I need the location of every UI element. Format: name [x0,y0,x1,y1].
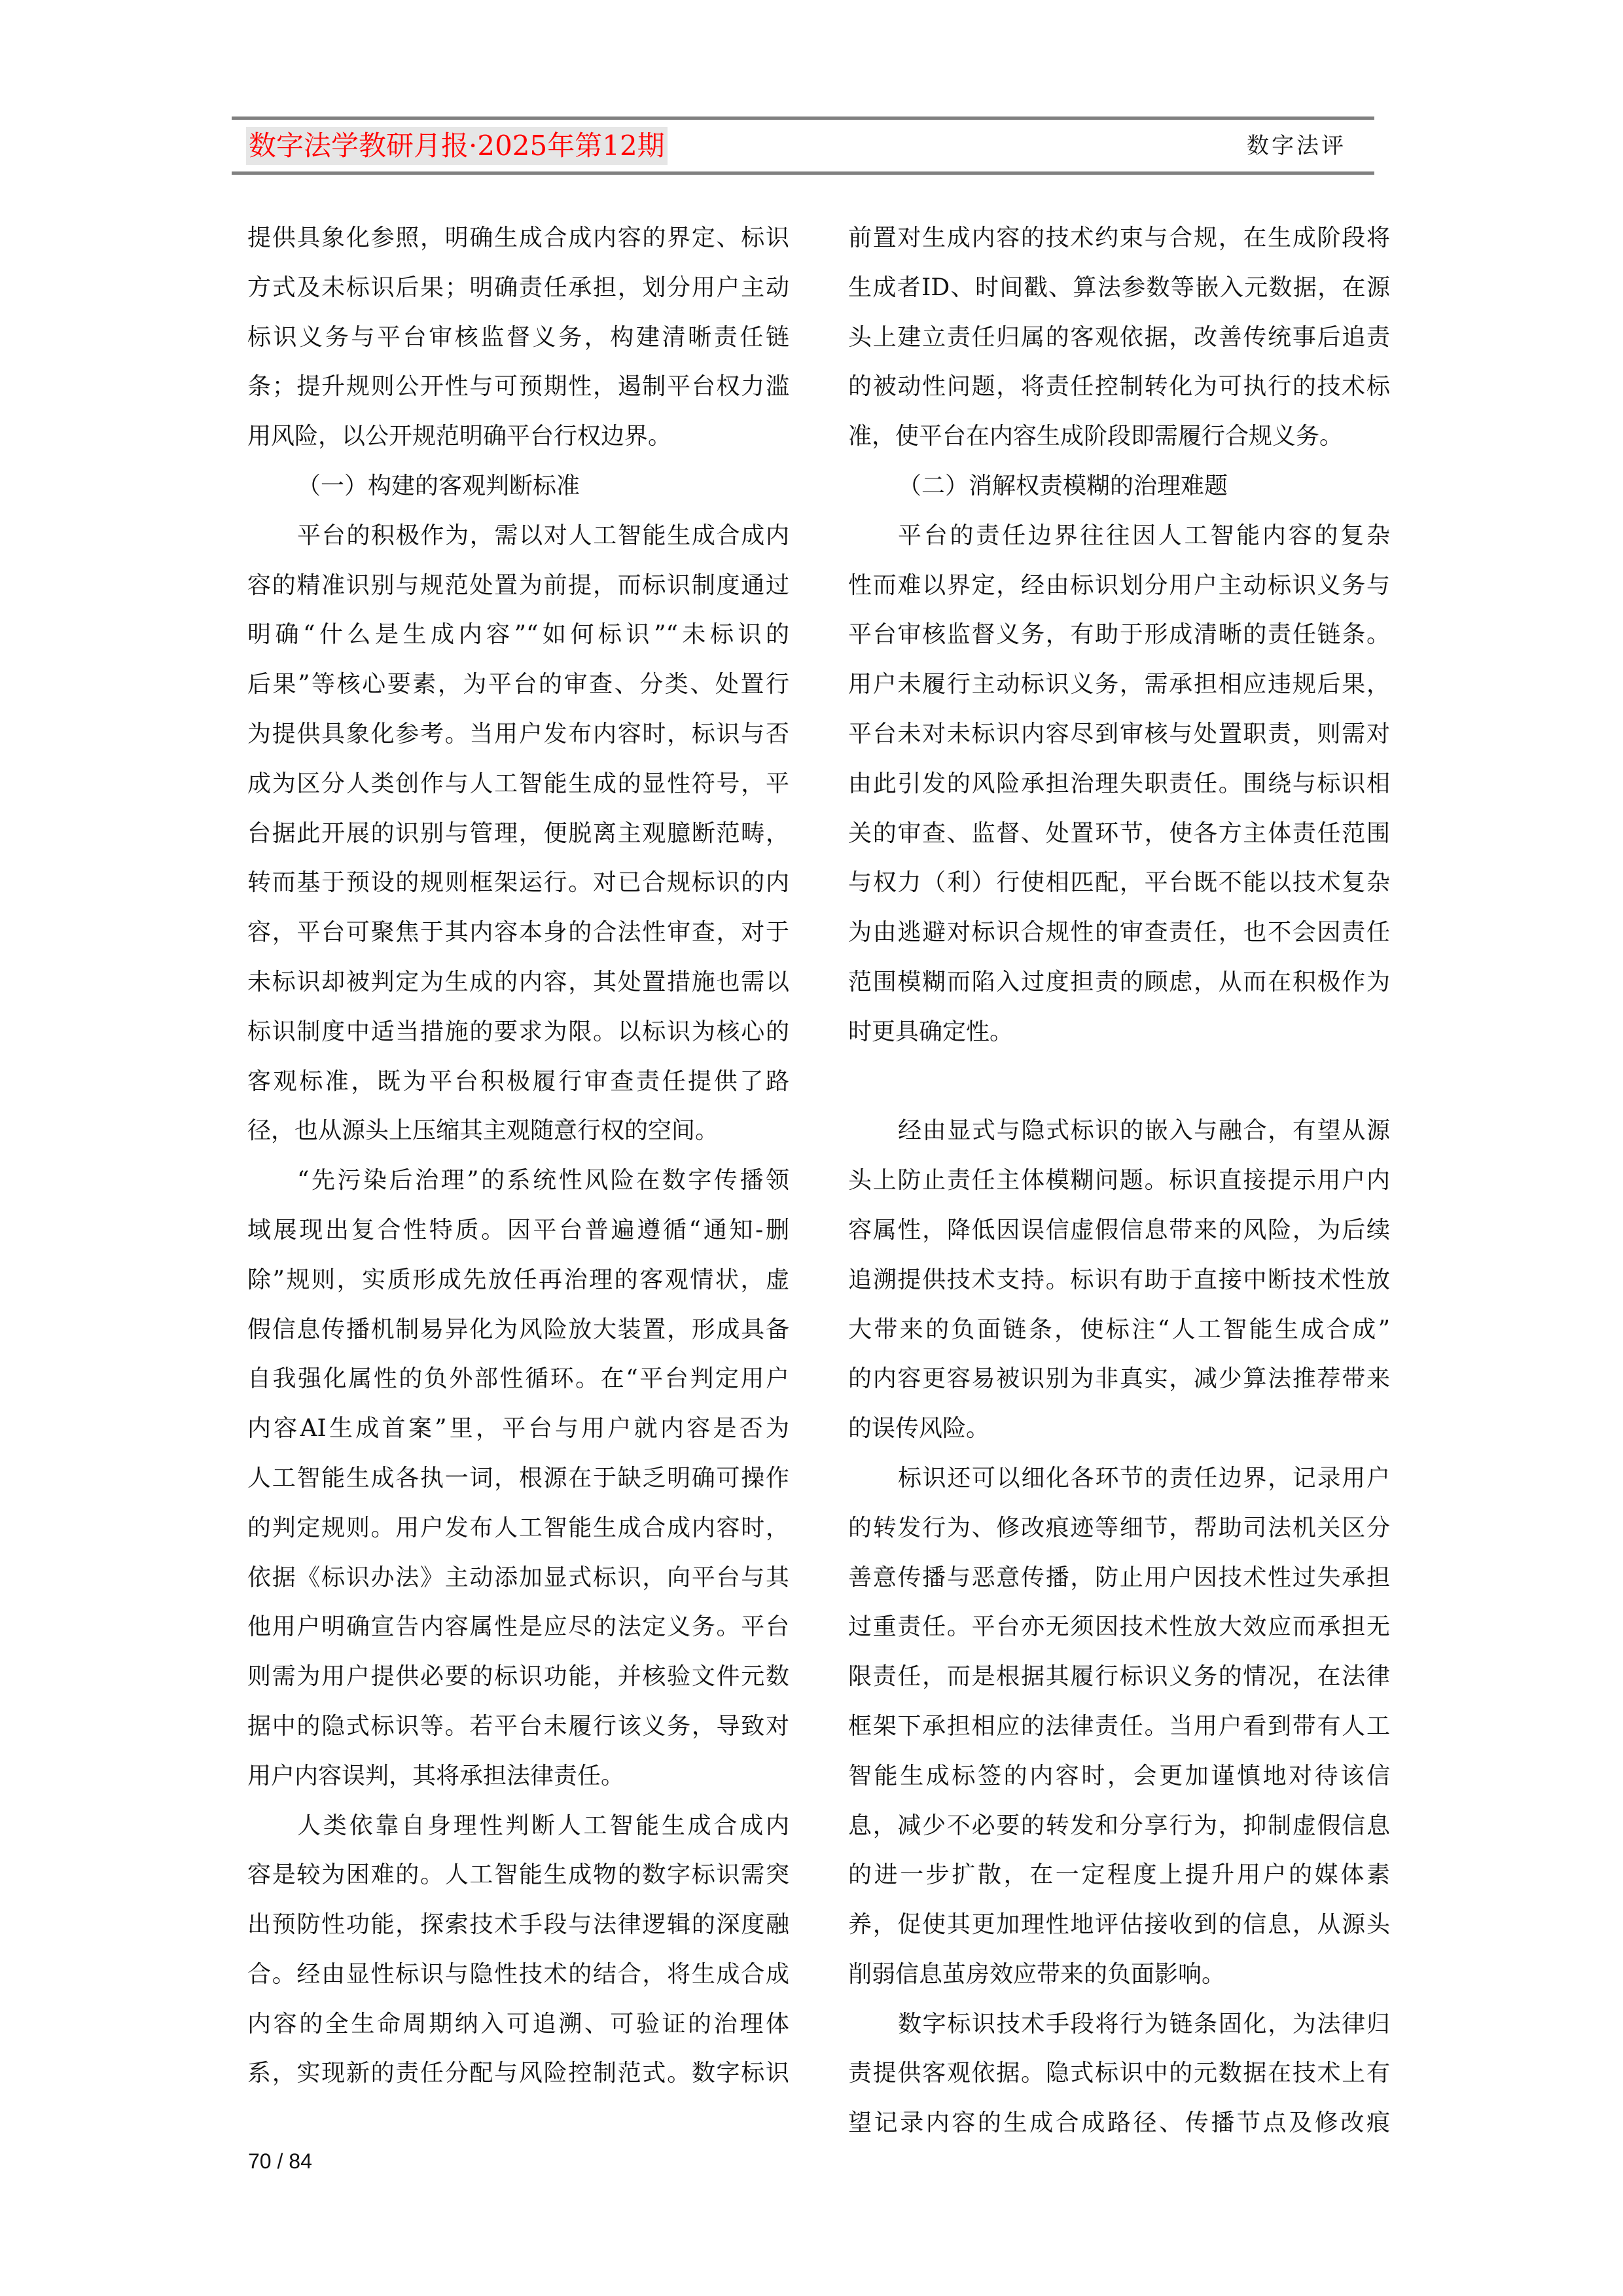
text-line: 的误传风险。 [848,1415,990,1443]
text-line: 提供具象化参照，明确生成合成内容的界定、标识 [247,224,789,251]
text-line: 据中的隐式标识等。若平台未履行该义务，导致对 [247,1712,789,1740]
text-line: 转而基于预设的规则框架运行。对已合规标识的内 [247,869,789,897]
text-line: 数字标识技术手段将行为链条固化，为法律归 [898,2010,1390,2037]
text-line: 用风险，以公开规范明确平台行权边界。 [247,423,672,450]
text-line: 标识制度中适当措施的要求为限。以标识为核心的 [247,1018,789,1045]
text-line: 人工智能生成各执一词，根源在于缺乏明确可操作 [247,1464,789,1492]
text-line: 关的审查、监督、处置环节，使各方主体责任范围 [848,819,1390,847]
text-line: 域展现出复合性特质。因平台普遍遵循“通知-删 [247,1216,789,1244]
text-line: 除”规则，实质形成先放任再治理的客观情状，虚 [247,1266,789,1293]
text-line: 限责任，而是根据其履行标识义务的情况，在法律 [848,1663,1390,1691]
text-line: 时更具确定性。 [848,1018,1014,1045]
text-line: 台据此开展的识别与管理，便脱离主观臆断范畴， [247,819,789,847]
text-line: 容的精准识别与规范处置为前提，而标识制度通过 [247,571,789,599]
text-line: 养，促使其更加理性地评估接收到的信息，从源头 [848,1911,1390,1939]
text-line: 望记录内容的生成合成路径、传播节点及修改痕 [848,2109,1390,2137]
text-line: 内容AI生成首案”里，平台与用户就内容是否为 [247,1415,789,1443]
text-line [848,1057,1390,1107]
section-title: 数字法评 [1247,133,1346,159]
text-line: 范围模糊而陷入过度担责的顾虑，从而在积极作为 [848,968,1390,996]
text-line: 用户未履行主动标识义务，需承担相应违规后果， [848,671,1390,698]
text-line: 头上建立责任归属的客观依据，改善传统事后追责 [848,323,1390,351]
text-line: 后果”等核心要素，为平台的审查、分类、处置行 [247,671,789,698]
text-line: 标识义务与平台审核监督义务，构建清晰责任链 [247,323,789,351]
text-line: 客观标准，既为平台积极履行审查责任提供了路 [247,1067,789,1095]
text-line: 标识还可以细化各环节的责任边界，记录用户 [898,1464,1390,1492]
text-line: 用户内容误判，其将承担法律责任。 [247,1762,625,1789]
text-line: 容属性，降低因误信虚假信息带来的风险，为后续 [848,1216,1390,1244]
text-line: 他用户明确宣告内容属性是应尽的法定义务。平台 [247,1613,789,1641]
text-line: 的进一步扩散，在一定程度上提升用户的媒体素 [848,1861,1390,1889]
text-line: 成为区分人类创作与人工智能生成的显性符号，平 [247,770,789,797]
text-line: 平台审核监督义务，有助于形成清晰的责任链条。 [848,621,1390,649]
text-line: 经由显式与隐式标识的嵌入与融合，有望从源 [898,1117,1390,1145]
text-line: 削弱信息茧房效应带来的负面影响。 [848,1960,1226,1988]
text-line: 方式及未标识后果；明确责任承担，划分用户主动 [247,274,789,301]
text-line: 则需为用户提供必要的标识功能，并核验文件元数 [247,1663,789,1691]
text-line: 过重责任。平台亦无须因技术性放大效应而承担无 [848,1613,1390,1641]
text-line: “先污染后治理”的系统性风险在数字传播领 [297,1167,789,1194]
text-line: 为提供具象化参考。当用户发布内容时，标识与否 [247,720,789,747]
text-line: 出预防性功能，探索技术手段与法律逻辑的深度融 [247,1911,789,1939]
text-line: 前置对生成内容的技术约束与合规，在生成阶段将 [848,224,1390,251]
text-line: 径，也从源头上压缩其主观随意行权的空间。 [247,1117,719,1145]
text-line: 性而难以界定，经由标识划分用户主动标识义务与 [848,571,1390,599]
text-line: 假信息传播机制易异化为风险放大装置，形成具备 [247,1316,789,1343]
left-column [247,213,789,2098]
text-line: 未标识却被判定为生成的内容，其处置措施也需以 [247,968,789,996]
text-line: 智能生成标签的内容时，会更加谨慎地对待该信 [848,1762,1390,1789]
page-number: 70 / 84 [248,2149,312,2173]
text-line: 追溯提供技术支持。标识有助于直接中断技术性放 [848,1266,1390,1293]
text-line: 容是较为困难的。人工智能生成物的数字标识需突 [247,1861,789,1889]
text-line: 系，实现新的责任分配与风险控制范式。数字标识 [247,2060,789,2087]
text-line: 平台的责任边界往往因人工智能内容的复杂 [898,522,1390,549]
text-line: 条；提升规则公开性与可预期性，遏制平台权力滥 [247,373,789,401]
text-line: 的被动性问题，将责任控制转化为可执行的技术标 [848,373,1390,401]
text-line: 容，平台可聚焦于其内容本身的合法性审查，对于 [247,919,789,946]
text-line: 明确“什么是生成内容”“如何标识”“未标识的 [247,621,789,649]
section-heading: （一）构建的客观判断标准 [297,472,580,499]
text-line: 的转发行为、修改痕迹等细节，帮助司法机关区分 [848,1514,1390,1541]
text-line: 大带来的负面链条，使标注“人工智能生成合成” [848,1316,1390,1343]
text-line: 准，使平台在内容生成阶段即需履行合规义务。 [848,423,1344,450]
text-line: 为由逃避对标识合规性的审查责任，也不会因责任 [848,919,1390,946]
header-bottom-rule [232,171,1374,175]
text-line: 内容的全生命周期纳入可追溯、可验证的治理体 [247,2010,789,2037]
text-line: 平台未对未标识内容尽到审核与处置职责，则需对 [848,720,1390,747]
text-line: 的判定规则。用户发布人工智能生成合成内容时， [247,1514,789,1541]
text-line: 人类依靠自身理性判断人工智能生成合成内 [297,1812,789,1839]
text-line: 责提供客观依据。隐式标识中的元数据在技术上有 [848,2060,1390,2087]
section-heading: （二）消解权责模糊的治理难题 [898,472,1228,499]
text-line: 生成者ID、时间戳、算法参数等嵌入元数据，在源 [848,274,1390,301]
text-line: 自我强化属性的负外部性循环。在“平台判定用户 [247,1365,789,1393]
text-line: 由此引发的风险承担治理失职责任。围绕与标识相 [848,770,1390,797]
text-line: 平台的积极作为，需以对人工智能生成合成内 [297,522,789,549]
text-line: 框架下承担相应的法律责任。当用户看到带有人工 [848,1712,1390,1740]
right-column [848,213,1390,2148]
journal-title: 数字法学教研月报·2025年第12期 [246,127,668,165]
text-line: 善意传播与恶意传播，防止用户因技术性过失承担 [848,1564,1390,1591]
text-line: 的内容更容易被识别为非真实，减少算法推荐带来 [848,1365,1390,1393]
text-line: 息，减少不必要的转发和分享行为，抑制虚假信息 [848,1812,1390,1839]
header-top-rule [232,117,1374,120]
text-line: 依据《标识办法》主动添加显式标识，向平台与其 [247,1564,789,1591]
text-line: 与权力（利）行使相匹配，平台既不能以技术复杂 [848,869,1390,897]
text-line: 合。经由显性标识与隐性技术的结合，将生成合成 [247,1960,789,1988]
text-line: 头上防止责任主体模糊问题。标识直接提示用户内 [848,1167,1390,1194]
